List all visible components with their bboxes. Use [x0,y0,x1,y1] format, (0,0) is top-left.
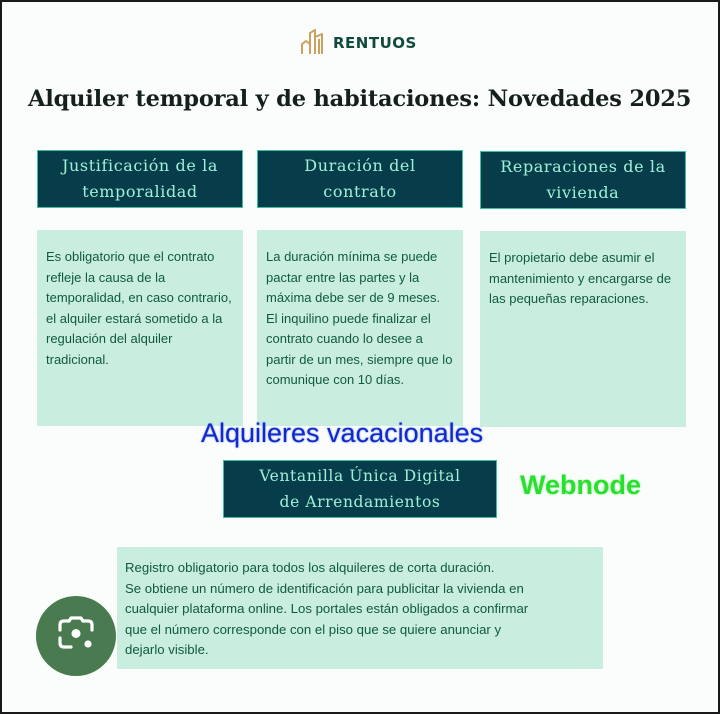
heading-line: Justificación de la [62,156,218,175]
content-repairs [480,231,686,427]
vacation-rentals-label: Alquileres vacacionales [201,418,484,448]
heading-line: Reparaciones de la [500,157,666,176]
heading-line: Duración del [304,156,416,175]
content-text: El propietario debe asumir el mantenimiento y encargarse de las pequeñas reparaciones. [489,250,672,306]
heading-repairs [480,151,686,209]
lens-search-button[interactable] [36,596,116,676]
brand-logo [300,28,417,58]
content-justification [37,230,243,426]
buildings-icon [300,27,328,60]
heading-line: vivienda [546,183,620,202]
content-text: Es obligatorio que el contrato refleje la causa de la temporalidad, en caso contrario, el alquiler estará sometido a la regulación del alquiler tradicional. [46,249,232,367]
heading-justification [37,150,243,208]
brand-name: RENTUOS [333,34,417,52]
heading-duration [257,150,463,208]
content-text: La duración mínima se puede pactar entre las partes y la máxima debe ser de 9 meses. El inquilino puede finalizar el contrato cuando lo desee a partir de un mes, siempre que lo comunique con 10 días. [266,249,453,387]
google-lens-icon [55,613,97,660]
heading-line: de Arrendamientos [279,493,441,511]
registry-line: cualquier plataforma online. Los portales están obligados a confirmar [125,601,529,616]
heading-registry [223,460,497,518]
webnode-watermark: Webnode [520,470,641,500]
registry-line: que el número corresponde con el piso que se quiere anunciar y [125,621,502,637]
content-duration [257,230,463,426]
heading-line: temporalidad [82,182,198,201]
heading-line: contrato [323,182,397,201]
page-title: Alquiler temporal y de habitaciones: Novedades 2025 [28,86,692,112]
registry-line: dejarlo visible. [125,642,209,657]
registry-line: Se obtiene un número de identificación para publicitar la vivienda en [125,580,524,596]
registry-line: Registro obligatorio para todos los alquileres de corta duración. [125,560,495,575]
content-registry [117,547,603,669]
heading-line: Ventanilla Única Digital [259,467,461,485]
